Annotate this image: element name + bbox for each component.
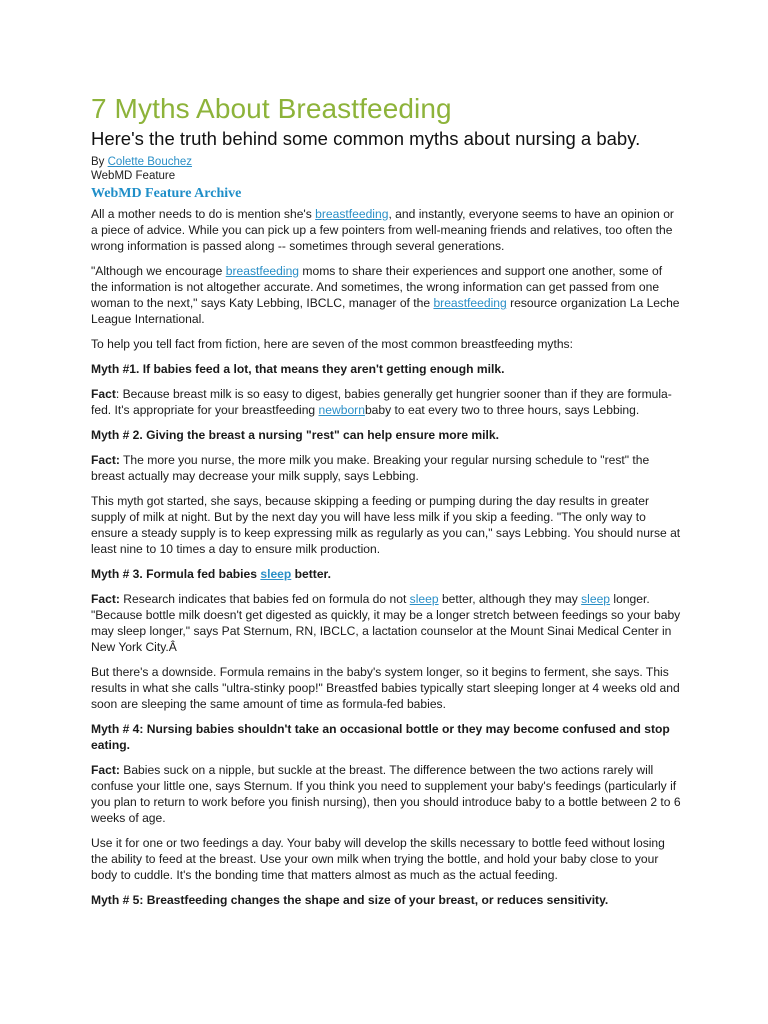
- myth-1-fact: [91, 386, 681, 418]
- intro-paragraph: [91, 206, 681, 254]
- myth-2-detail: This myth got started, she says, because skipping a feeding or pumping during the day results in greater supply of milk at night. But by the next day you will have less milk if you skip a feeding. "The only way to ensure a steady supply is to keep expressing milk as regularly as you can," says Lebbing. You should nurse at least nine to 10 times a day to ensure milk production.: [91, 494, 681, 556]
- text-run: better.: [291, 567, 331, 581]
- byline-prefix: By: [91, 156, 108, 168]
- breastfeeding-link[interactable]: breastfeeding: [433, 296, 507, 310]
- myth-2-fact: [91, 452, 681, 484]
- myth-1-heading: Myth #1. If babies feed a lot, that means they aren't getting enough milk.: [91, 362, 505, 376]
- text-run: longer. "Because bottle milk doesn't get digested as quickly, it may be a longer stretch between feedings so your baby may sleep longer," says Pat Sternum, RN, IBCLC, a lactation counselor at the Mount Sinai Medical Center in New York City.Â: [91, 592, 681, 654]
- article-title: 7 Myths About Breastfeeding: [91, 93, 452, 124]
- myth-2-heading: Myth # 2. Giving the breast a nursing "rest" can help ensure more milk.: [91, 428, 499, 442]
- sleep-link[interactable]: sleep: [581, 592, 611, 606]
- text-run: baby to eat every two to three hours, says Lebbing.: [364, 403, 640, 417]
- myth-4-heading: Myth # 4: Nursing babies shouldn't take an occasional bottle or they may become confused and stop eating.: [91, 722, 670, 752]
- myth-3-detail: But there's a downside. Formula remains in the baby's system longer, so it begins to ferment, she says. This results in what she calls "ultra-stinky poop!" Breastfed babies typically start sleeping longer at 4 weeks old and soon are sleeping the same amount of time as formula-fed babies.: [91, 665, 680, 711]
- article-body: [91, 206, 681, 908]
- sleep-link[interactable]: sleep: [409, 592, 439, 606]
- breastfeeding-link[interactable]: breastfeeding: [315, 207, 389, 221]
- text-run: Babies suck on a nipple, but suckle at the breast. The difference between the two actions rarely will confuse your little one, says Sternum. If you think you need to supplement your baby's feedings (particularly if you plan to return to work before you finish nursing), then you should introduce baby to a bottle between 2 to 6 weeks of age.: [91, 763, 681, 825]
- text-run: The more you nurse, the more milk you make. Breaking your regular nursing schedule to "rest" the breast actually may decrease your milk supply, says Lebbing.: [91, 453, 650, 483]
- feature-archive-heading: WebMD Feature Archive: [91, 186, 242, 201]
- myth-5-heading: Myth # 5: Breastfeeding changes the shape and size of your breast, or reduces sensitivity.: [91, 893, 609, 907]
- fact-label: Fact:: [91, 453, 120, 467]
- text-run: resource organization La Leche League International.: [91, 296, 680, 326]
- fact-label: Fact:: [91, 592, 120, 606]
- text-run: "Although we encourage: [91, 264, 226, 278]
- text-run: : Because breast milk is so easy to digest, babies generally get hungrier sooner than if they are formula-fed. It's appropriate for your breastfeeding: [91, 387, 672, 417]
- article: [91, 92, 681, 908]
- newborn-link[interactable]: newborn: [318, 403, 365, 417]
- source-label: WebMD Feature: [91, 170, 176, 182]
- byline: [91, 155, 681, 169]
- text-run: Research indicates that babies fed on formula do not: [119, 592, 410, 606]
- fact-label: Fact:: [91, 763, 120, 777]
- text-run: moms to share their experiences and support one another, some of the information is not altogether accurate. And sometimes, the wrong information can get passed from one woman to the next," says Katy Lebbing, IBCLC, manager of the: [91, 264, 663, 310]
- myth-4-detail: Use it for one or two feedings a day. Your baby will develop the skills necessary to bottle feed without losing the ability to feed at the breast. Use your own milk when trying the bottle, and hold your baby close to your body to cuddle. It's the bonding time that matters almost as much as the actual feeding.: [91, 836, 665, 882]
- text-run: better, although they may: [438, 592, 582, 606]
- myths-intro-paragraph: To help you tell fact from fiction, here are seven of the most common breastfeeding myths:: [91, 337, 573, 351]
- text-run: Myth # 3. Formula fed babies: [91, 567, 261, 581]
- text-run: All a mother needs to do is mention she's: [91, 207, 316, 221]
- article-subtitle: Here's the truth behind some common myths about nursing a baby.: [91, 128, 641, 149]
- quote-paragraph: [91, 263, 681, 327]
- text-run: , and instantly, everyone seems to have an opinion or a piece of advice. While you can pick up a few pointers from well-meaning friends and relatives, too often the wrong information is passed along -- sometimes through several generations.: [91, 207, 674, 253]
- author-link[interactable]: Colette Bouchez: [107, 156, 193, 168]
- breastfeeding-link[interactable]: breastfeeding: [225, 264, 300, 278]
- sleep-link[interactable]: sleep: [260, 567, 292, 581]
- myth-3-heading: [91, 566, 681, 582]
- myth-3-fact: [91, 591, 681, 655]
- myth-4-fact: [91, 762, 681, 826]
- fact-label: Fact: [91, 387, 116, 401]
